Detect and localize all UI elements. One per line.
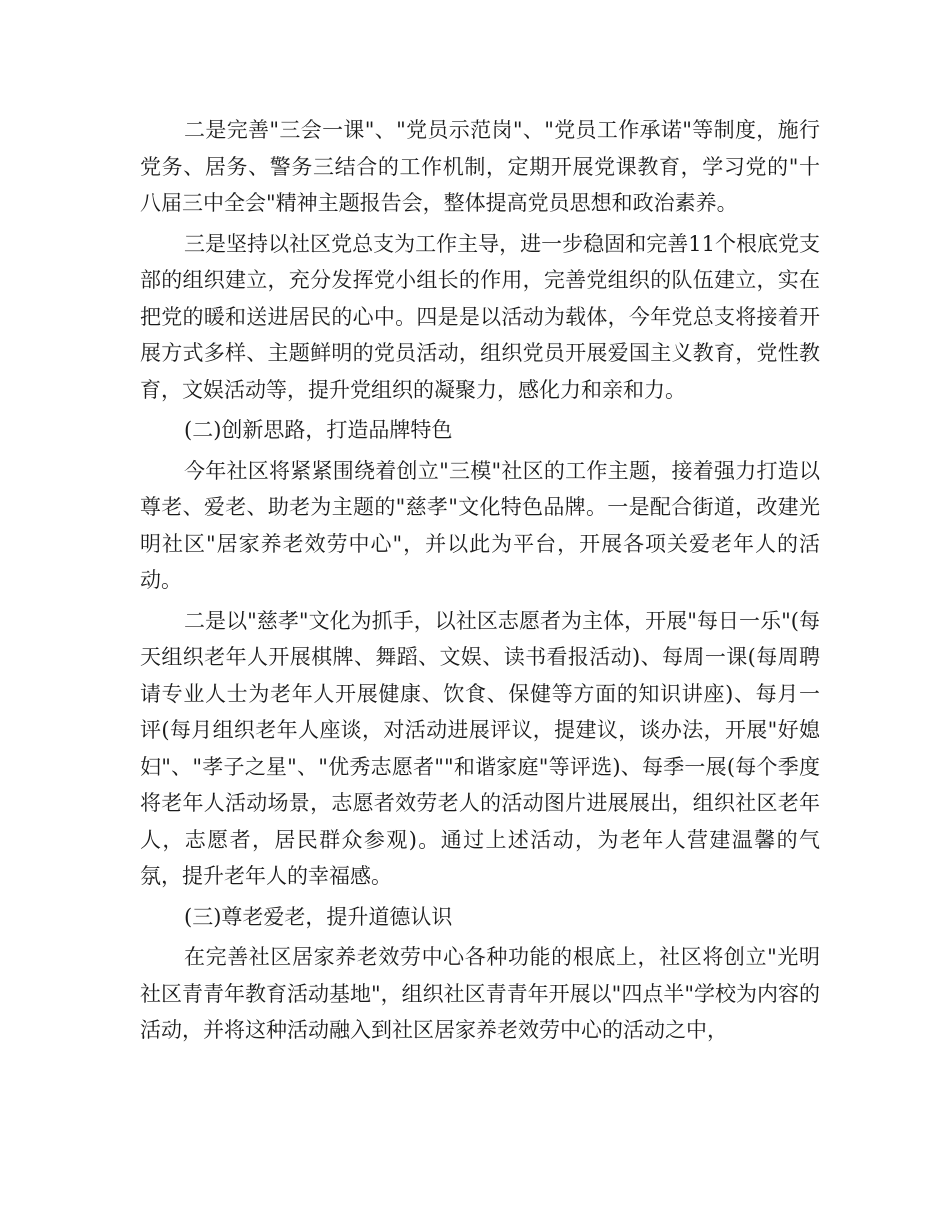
section-heading-3: (三)尊老爱老，提升道德认识	[184, 904, 453, 929]
paragraph-1: 二是完善"三会一课"、"党员示范岗"、"党员工作承诺"等制度，施行党务、居务、警务三结合的工作机制，定期开展党课教育，学习党的"十八届三中全会"精神主题报告会，整体提高党员思想和政治素养。	[140, 118, 820, 215]
paragraph-2: 三是坚持以社区党总支为工作主导，进一步稳固和完善11个根底党支部的组织建立，充分发挥党小组长的作用，完善党组织的队伍建立，实在把党的暖和送进居民的心中。四是是以活动为载体，今年党总支将接着开展方式多样、主题鲜明的党员活动，组织党员开展爱国主义教育，党性教育，文娱活动等，提升党组织的凝聚力，感化力和亲和力。	[140, 231, 820, 402]
paragraph-5: 在完善社区居家养老效劳中心各种功能的根底上，社区将创立"光明社区青青年教育活动基地"，组织社区青青年开展以"四点半"学校为内容的活动，并将这种活动融入到社区居家养老效劳中心的活动之中，	[140, 945, 820, 1042]
paragraph-3: 今年社区将紧紧围绕着创立"三模"社区的工作主题，接着强力打造以尊老、爱老、助老为主题的"慈孝"文化特色品牌。一是配合街道，改建光明社区"居家养老效劳中心"，并以此为平台，开展各项关爱老年人的活动。	[140, 458, 820, 592]
document-body	[140, 112, 820, 1049]
section-heading-2: (二)创新思路，打造品牌特色	[184, 418, 453, 442]
paragraph-4: 二是以"慈孝"文化为抓手，以社区志愿者为主体，开展"每日一乐"(每天组织老年人开展棋牌、舞蹈、文娱、读书看报活动)、每周一课(每周聘请专业人士为老年人开展健康、饮食、保健等方面的知识讲座)、每月一评(每月组织老年人座谈，对活动进展评议，提建议，谈办法，开展"好媳妇"、"孝子之星"、"优秀志愿者""和谐家庭"等评选)、每季一展(每个季度将老年人活动场景，志愿者效劳老人的活动图片进展展出，组织社区老年人，志愿者，居民群众参观)。通过上述活动，为老年人营建温馨的气氛，提升老年人的幸福感。	[140, 608, 820, 888]
